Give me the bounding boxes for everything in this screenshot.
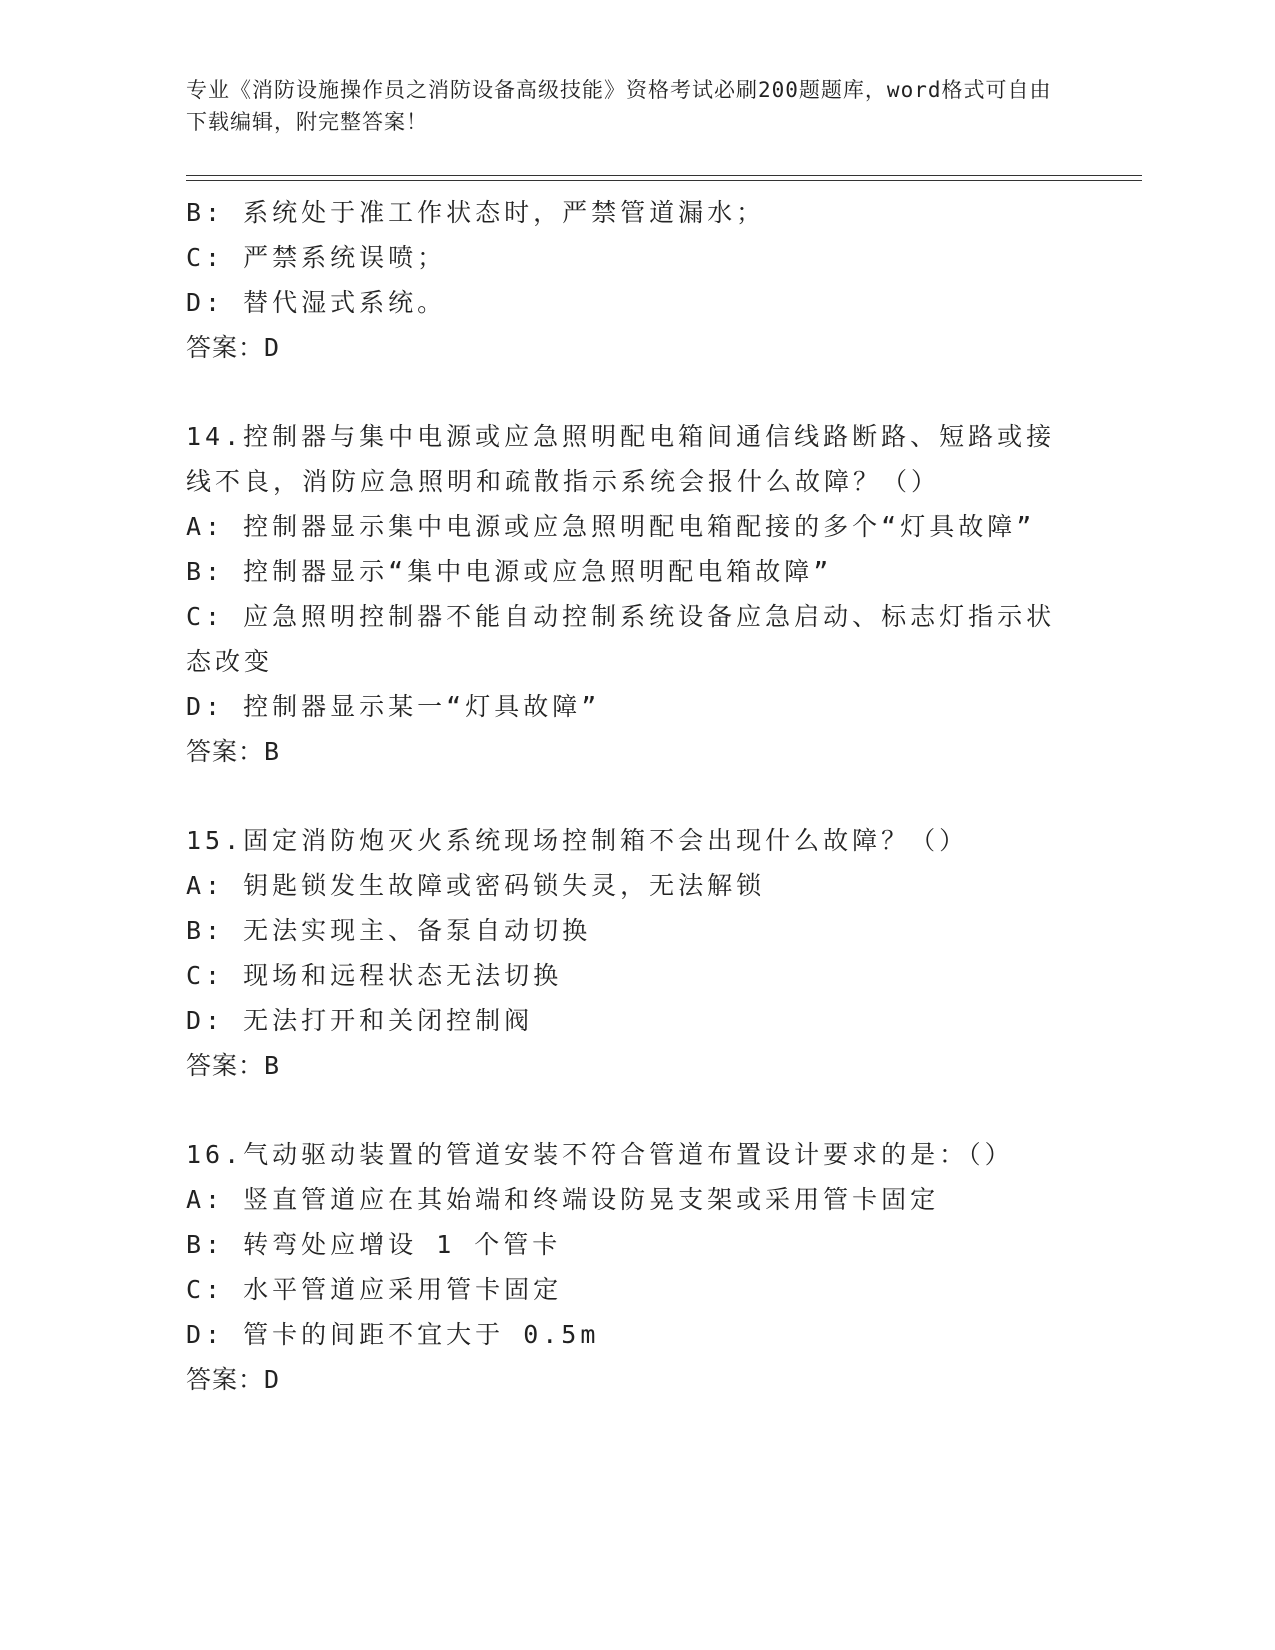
header-divider-bottom (186, 180, 1142, 181)
answer-line: 答案：B (186, 737, 281, 766)
question-14 (186, 414, 1086, 774)
option-c: C: 严禁系统误喷； (186, 243, 447, 272)
option-c: C: 应急照明控制器不能自动控制系统设备应急启动、标志灯指示状态改变 (186, 602, 1056, 676)
option-a: A: 控制器显示集中电源或应急照明配电箱配接的多个“灯具故障” (186, 512, 1036, 541)
question-13-continued (186, 190, 1086, 370)
document-header: 专业《消防设施操作员之消防设备高级技能》资格考试必刷200题题库，word格式可自由下载编辑，附完整答案！ (186, 78, 1052, 134)
spacer (186, 774, 1086, 818)
question-stem: 14.控制器与集中电源或应急照明配电箱间通信线路断路、短路或接线不良，消防应急照明和疏散指示系统会报什么故障？（） (186, 422, 1056, 496)
option-b: B: 控制器显示“集中电源或应急照明配电箱故障” (186, 557, 833, 586)
option-c: C: 现场和远程状态无法切换 (186, 961, 563, 990)
option-b: B: 转弯处应增设 1 个管卡 (186, 1230, 562, 1259)
answer-line: 答案：D (186, 333, 281, 362)
option-a: A: 竖直管道应在其始端和终端设防晃支架或采用管卡固定 (186, 1185, 940, 1214)
question-15 (186, 818, 1086, 1088)
question-list (186, 190, 1086, 1402)
spacer (186, 1088, 1086, 1132)
answer-line: 答案：B (186, 1051, 281, 1080)
spacer (186, 370, 1086, 414)
option-d: D: 管卡的间距不宜大于 0.5m (186, 1320, 600, 1349)
question-stem: 15.固定消防炮灭火系统现场控制箱不会出现什么故障？（） (186, 826, 969, 855)
option-d: D: 无法打开和关闭控制阀 (186, 1006, 534, 1035)
option-b: B: 无法实现主、备泵自动切换 (186, 916, 592, 945)
question-stem: 16.气动驱动装置的管道安装不符合管道布置设计要求的是：（） (186, 1140, 1014, 1169)
option-d: D: 替代湿式系统。 (186, 288, 447, 317)
option-a: A: 钥匙锁发生故障或密码锁失灵，无法解锁 (186, 871, 766, 900)
option-c: C: 水平管道应采用管卡固定 (186, 1275, 563, 1304)
header-divider-top (186, 175, 1142, 176)
question-16 (186, 1132, 1086, 1402)
answer-line: 答案：D (186, 1365, 281, 1394)
option-b: B: 系统处于准工作状态时，严禁管道漏水； (186, 198, 766, 227)
option-d: D: 控制器显示某一“灯具故障” (186, 692, 601, 721)
